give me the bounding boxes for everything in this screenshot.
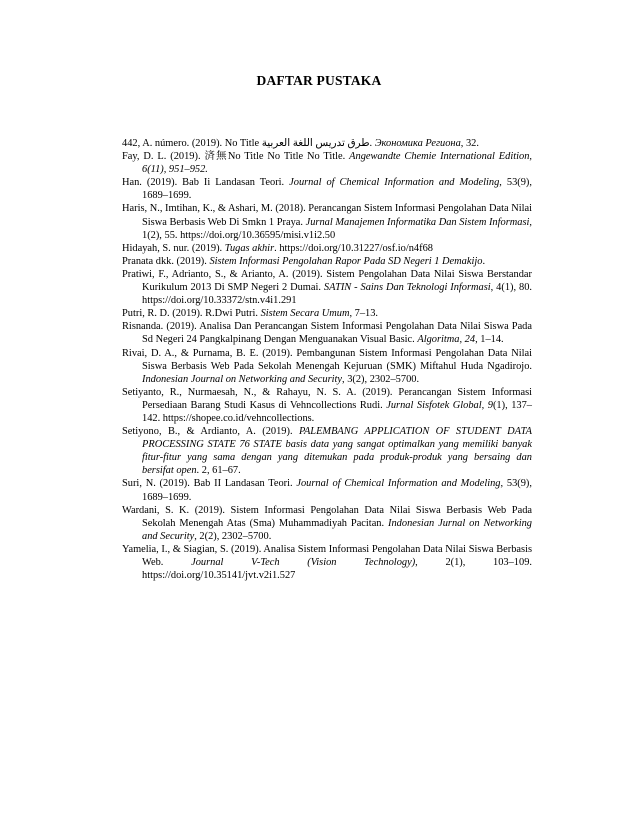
reference-source: Jurnal Manajemen Informatika Dan Sistem Informasi: [305, 216, 530, 228]
reference-source: Sistem Secara Umum: [260, 308, 350, 320]
reference-entry: [122, 425, 532, 477]
reference-tail: , 1–14.: [475, 334, 504, 346]
reference-source: SATIN - Sains Dan Teknologi Informasi: [323, 282, 491, 294]
reference-tail: , 4(1), 80. https://doi.org/10.33372/stn.v4i1.291: [142, 282, 532, 307]
reference-entry: [122, 320, 532, 346]
reference-tail: , 2(2), 2302–5700.: [194, 530, 272, 542]
page-title: DAFTAR PUSTAKA: [256, 73, 382, 88]
reference-entry: [122, 347, 532, 386]
reference-text: Haris, N., Imtihan, K., & Ashari, M. (2018). Perancangan Sistem Informasi Pengolahan Data Nilai Siswa Berbasis Web Di Smkn 1 Praya.: [122, 203, 532, 228]
reference-entry: [122, 176, 532, 202]
reference-text: Yamelia, I., & Siagian, S. (2019). Analisa Sistem Informasi Pengolahan Data Nilai Siswa Berbasis Web.: [122, 543, 532, 568]
reference-text: Putri, R. D. (2019). R.Dwi Putri.: [122, 308, 261, 320]
reference-entry: [122, 504, 532, 543]
reference-tail: , 2(1), 103–109. https://doi.org/10.35141/jvt.v2i1.527: [142, 557, 532, 582]
reference-text: 442, A. número. (2019). No Title طرق تدريس اللغة العربية.: [122, 138, 375, 149]
reference-tail: , 53(9), 1689–1699.: [142, 478, 532, 503]
reference-entry: [122, 386, 532, 425]
reference-entry: [122, 137, 532, 150]
reference-entry: [122, 150, 532, 176]
reference-text: Suri, N. (2019). Bab II Landasan Teori.: [122, 478, 297, 490]
reference-tail: .: [482, 255, 486, 267]
reference-text: Fay, D. L. (2019). 済無No Title No Title No Title.: [122, 151, 350, 163]
reference-source: Tugas akhir: [224, 242, 275, 254]
reference-entry: [122, 268, 532, 307]
reference-text: Wardani, S. K. (2019). Sistem Informasi Pengolahan Data Nilai Siswa Berbasis Web Pada Sekolah Menengah Atas (Sma) Muhammadiyah Pacitan.: [122, 504, 532, 529]
reference-source: PALEMBANG APPLICATION OF STUDENT DATA PROCESSING STATE 76 STATE basis data yang sangat optimalkan yang memiliki banyak fitur-fitur yang sama dengan yang ditemukan pada produk-produk yang bersaing dan bersifat open: [142, 426, 532, 477]
reference-text: Pratiwi, F., Adrianto, S., & Arianto, A. (2019). Sistem Pengolahan Data Nilai Siswa Berstandar Kurikulum 2013 Di SMP Negeri 2 Dumai.: [122, 268, 532, 294]
reference-text: Rivai, D. A., & Purnama, B. E. (2019). Pembangunan Sistem Informasi Pengolahan Data Nilai Siswa Berbasis Web Pada Sekolah Menengah Kejuruan (SMK) Miftahul Huda Ngadirojo.: [122, 347, 532, 372]
reference-source: Indonesian Journal on Networking and Security: [142, 373, 342, 385]
reference-source: Jurnal Sisfotek Global, 9: [386, 399, 493, 411]
reference-text: Risnanda. (2019). Analisa Dan Perancangan Sistem Informasi Pengolahan Data Nilai Siswa Pada Sd Negeri 24 Pangkalpinang Dengan Menguanakan Visual Basic.: [122, 321, 532, 346]
reference-source: Экономика Региона: [374, 138, 461, 149]
reference-tail: (1), 137–142. https://shopee.co.id/vehncollections.: [142, 399, 532, 424]
reference-entry: [122, 477, 532, 503]
reference-entry: [122, 255, 532, 268]
reference-text: Setiyono, B., & Ardianto, A. (2019).: [122, 426, 299, 438]
reference-entry: [122, 307, 532, 320]
reference-entry: [122, 543, 532, 582]
reference-tail: . https://doi.org/10.31227/osf.io/n4f68: [274, 242, 433, 254]
reference-tail: , 1(2), 55. https://doi.org/10.36595/misi.v1i2.50: [142, 216, 532, 241]
reference-text: Hidayah, S. nur. (2019).: [122, 242, 225, 254]
reference-source: Journal of Chemical Information and Modeling: [289, 177, 500, 189]
reference-source: Journal of Chemical Information and Modeling: [296, 478, 501, 490]
reference-text: Setiyanto, R., Nurmaesah, N., & Rahayu, N. S. A. (2019). Perancangan Sistem Informasi Persediaan Barang Studi Kasus di Vehncollections Rudi.: [122, 386, 532, 411]
reference-tail: , 53(9), 1689–1699.: [142, 177, 532, 202]
reference-entry: [122, 242, 532, 255]
reference-tail: , 32.: [460, 138, 479, 149]
reference-tail: . 2, 61–67.: [196, 465, 241, 477]
reference-text: Han. (2019). Bab Ii Landasan Teori.: [122, 177, 290, 189]
reference-source: Angewandte Chemie International Edition, 6(11), 951–952.: [142, 151, 532, 176]
reference-text: Pranata dkk. (2019).: [122, 255, 210, 267]
reference-source: Algoritma, 24: [417, 334, 476, 346]
reference-source: Sistem Informasi Pengolahan Rapor Pada SD Negeri 1 Demakijo: [209, 255, 483, 267]
reference-source: Indonesian Jurnal on Networking and Security: [142, 517, 532, 542]
reference-entry: [122, 202, 532, 241]
reference-source: Journal V-Tech (Vision Technology): [191, 557, 416, 568]
reference-tail: , 7–13.: [349, 308, 379, 320]
reference-list: [122, 137, 532, 582]
reference-tail: , 3(2), 2302–5700.: [342, 373, 420, 385]
